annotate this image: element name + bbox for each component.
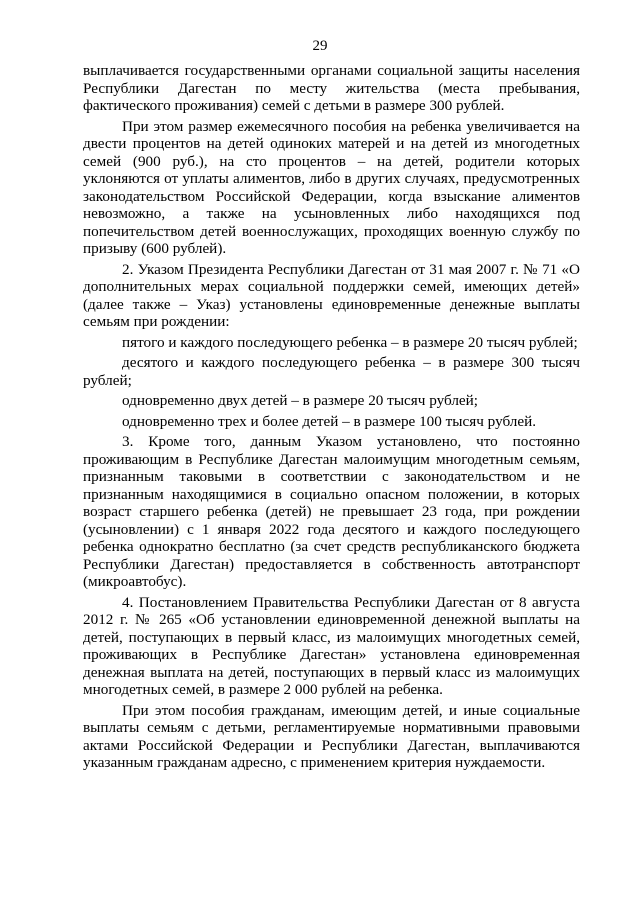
paragraph-targeted-payments: При этом пособия гражданам, имеющим детей, и иные социальные выплаты семьям с детьми, регламентируемые нормативными правовыми актами Российской Федерации и Республики Дагестан, выплачиваются указанным гражданам адресно, с применением критерия нуждаемости. [83,701,580,771]
document-body [83,62,580,775]
list-item-twins: одновременно двух детей – в размере 20 тысяч рублей; [122,392,478,409]
paragraph-resolution-265: 4. Постановлением Правительства Республики Дагестан от 8 августа 2012 г. № 265 «Об установлении единовременной денежной выплаты на детей, поступающих в первый класс, из малоимущих многодетных семей, проживающих в Республике Дагестан» установлена единовременная денежная выплата на детей, поступающих в первый класс из малоимущих многодетных семей, в размере 2 000 рублей на ребенка. [83,593,580,698]
paragraph-continuation: выплачивается государственными органами социальной защиты населения Республики Дагестан по месту жительства (места пребывания, фактического проживания) семей с детьми в размере 300 рублей. [83,62,580,114]
list-item-fifth-child: пятого и каждого последующего ребенка – в размере 20 тысяч рублей; [122,333,578,351]
paragraph-decree-71: 2. Указом Президента Республики Дагестан от 31 мая 2007 г. № 71 «О дополнительных мерах социальной поддержки семей, имеющих детей» (далее также – Указ) установлены единовременные денежные выплаты семьям при рождении: [83,260,580,330]
list-item-tenth-child: десятого и каждого последующего ребенка – в размере 300 тысяч рублей; [83,354,580,389]
paragraph-benefit-increase: При этом размер ежемесячного пособия на ребенка увеличивается на двести процентов на детей одиноких матерей и на детей из многодетных семей (900 руб.), на сто процентов – на детей, родители которых уклоняются от уплаты алиментов, либо в других случаях, предусмотренных законодательством Российской Федерации, когда взыскание алиментов невозможно, а также на усыновленных либо находящихся под попечительством детей военнослужащих, проходящих военную службу по призыву (600 рублей). [83,117,580,257]
paragraph-minibus: 3. Кроме того, данным Указом установлено, что постоянно проживающим в Республике Дагестан малоимущим многодетным семьям, признанным таковыми в соответствии с законодательством и не признанным находящимися в социально опасном положении, в которых возраст старшего ребенка (детей) не превышает 23 года, при рождении (усыновлении) с 1 января 2022 года десятого и каждого последующего ребенка однократно бесплатно (за счет средств республиканского бюджета Республики Дагестан) предоставляется в собственность автотранспорт (микроавтобус). [83,433,580,590]
list-item-triplets: одновременно трех и более детей – в размере 100 тысяч рублей. [122,412,537,430]
page-number: 29 [312,38,328,54]
